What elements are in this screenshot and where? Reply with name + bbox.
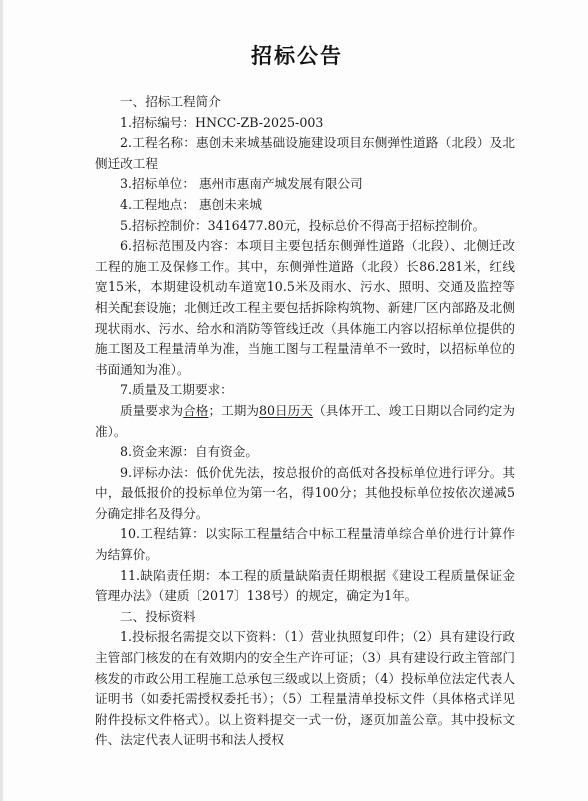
quality-prefix: 质量要求为 (120, 402, 184, 418)
evaluation-method: 9.评标办法：低价优先法，按总报价的高低对各投标单位进行评分。其中，最低报价的投标单位为第一名，得100分；其他投标单位按依次递减5分确定排名及得分。 (95, 464, 515, 521)
quality-period-detail (95, 401, 515, 442)
defect-liability-period: 11.缺陷责任期：本工程的质量缺陷责任期根据《建设工程质量保证金管理办法》（建质〔2017〕138号）的规定，确定为1年。 (95, 567, 515, 604)
section-heading-project-intro: 一、招标工程简介 (120, 94, 221, 109)
funding-source: 8.资金来源：自有资金。 (120, 444, 258, 460)
document-body (95, 92, 515, 751)
settlement: 10.工程结算：以实际工程量结合中标工程量清单综合单价进行计算作为结算价。 (95, 526, 515, 563)
project-location: 4.工程地点： 惠创未来城 (120, 196, 262, 212)
quality-period-heading: 7.质量及工期要求： (120, 382, 233, 398)
tendering-unit: 3.招标单位： 惠州市惠南产城发展有限公司 (120, 176, 363, 192)
tender-number: 1.招标编号：HNCC-ZB-2025-003 (120, 114, 324, 130)
period-prefix: ；工期为 (208, 402, 259, 418)
tender-scope: 6.招标范围及内容：本项目主要包括东侧弹性道路（北段）、北侧迁改工程的施工及保修工作。其中，东侧弹性道路（北段）长86.281米，红线宽15米，本期建设机动车道宽10.5米及雨水、污水、照明、交通及监控等相关配套设施；北侧迁改工程主要包括拆除构筑物、新建厂区内部路及北侧现状雨水、污水、给水和消防等管线迁改（具体施工内容以招标单位提供的施工图及工程量清单为准，当施工图与工程量清单不一致时，以招标单位的书面通知为准）。 (95, 238, 515, 377)
quality-requirement: 合格 (183, 402, 209, 418)
construction-period: 80日历天 (258, 402, 313, 418)
tender-control-price: 5.招标控制价：3416477.80元，投标总价不得高于招标控制价。 (120, 217, 486, 233)
bid-registration-materials: 1.投标报名需提交以下资料：（1）营业执照复印件；（2）具有建设行政主管部门核发的在有效期内的安全生产许可证；（3）具有建设行政主管部门核发的市政公用工程施工总承包三级或以上资质；（4）投标单位法定代表人证明书（如委托需授权委托书）；（5）工程量清单投标文件（具体格式详见附件投标文件格式）。以上资料提交一式一份，逐页加盖公章。其中投标文件、法定代表人证明书和法人授权 (95, 629, 515, 748)
project-name: 2.工程名称：惠创未来城基础设施建设项目东侧弹性道路（北段）及北侧迁改工程 (95, 135, 515, 171)
period-suffix: （具体开工、竣工日期以合同约定为准）。 (95, 402, 516, 439)
section-heading-bid-materials: 二、投标资料 (120, 608, 196, 624)
page-title: 招标公告 (251, 44, 343, 68)
